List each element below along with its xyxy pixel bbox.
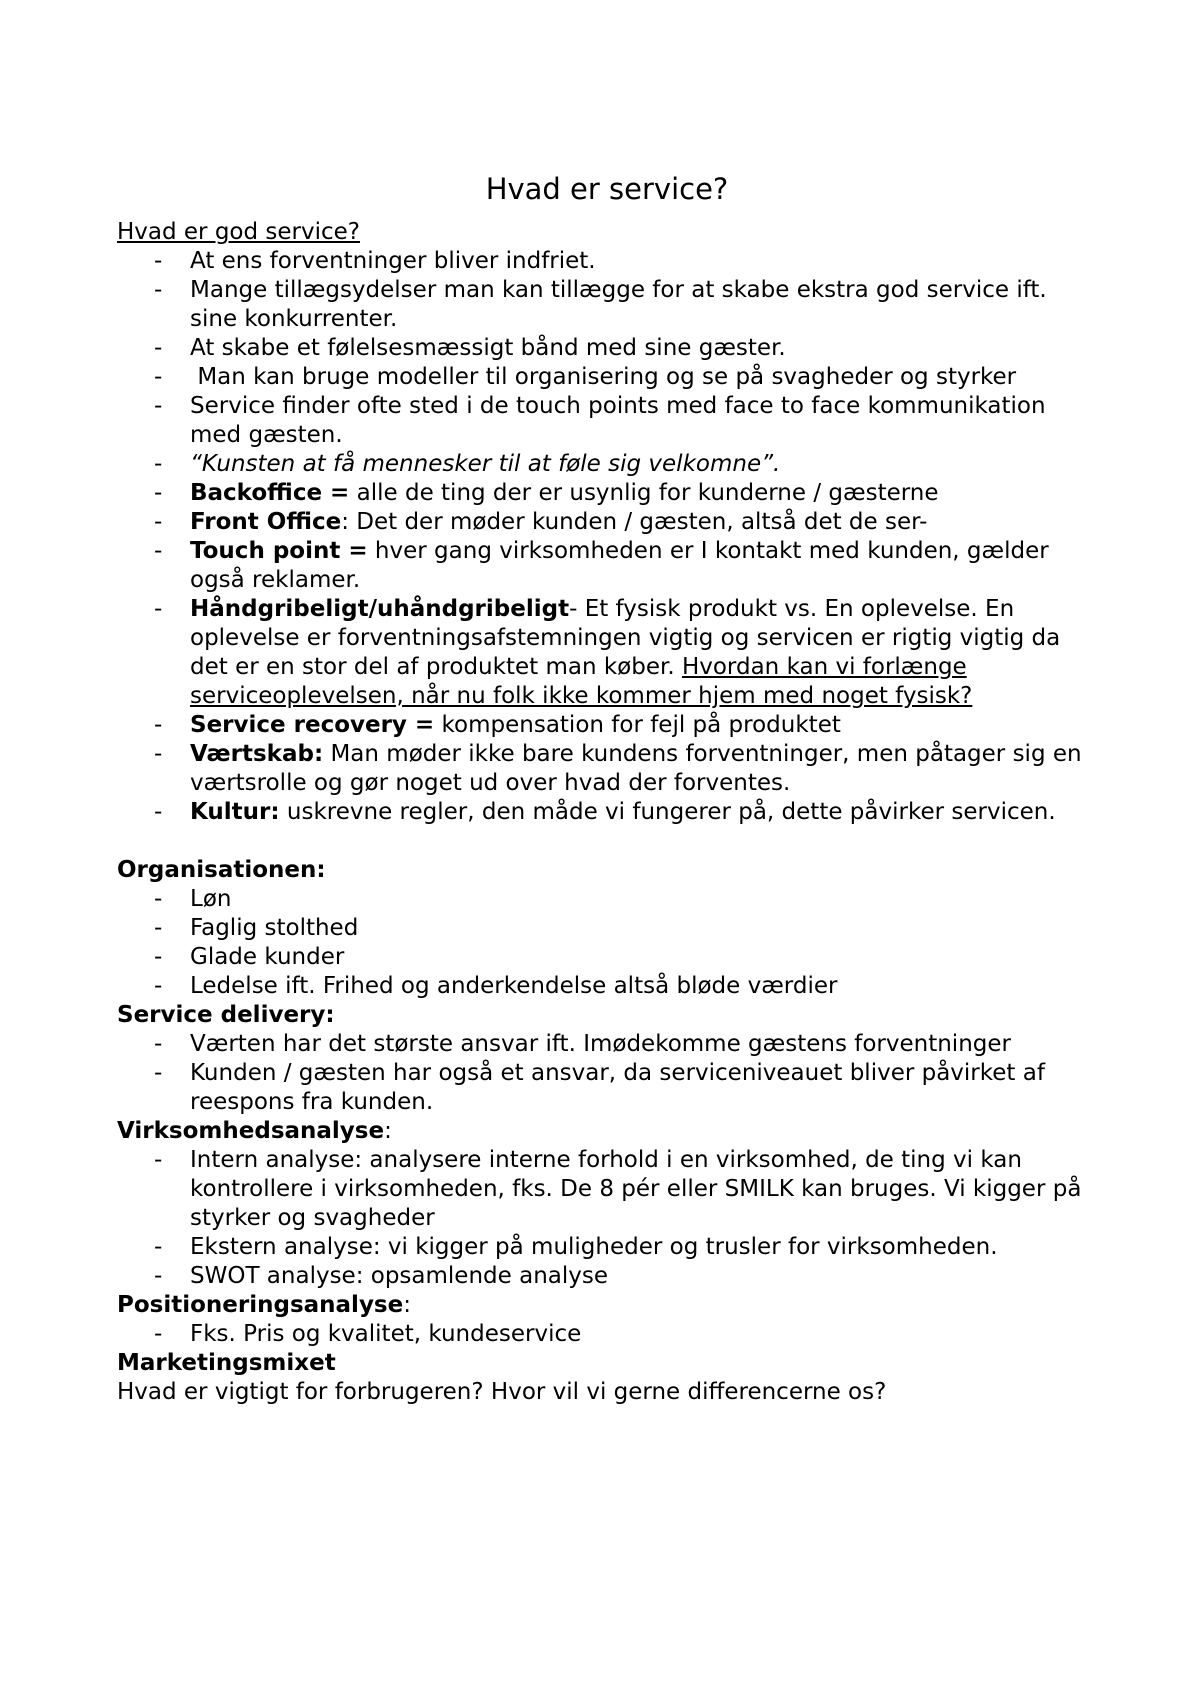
list-item — [117, 479, 1097, 508]
list-item: - Man kan bruge modeller til organisering og se på svagheder og styrker — [117, 363, 1097, 392]
list-item: - Faglig stolthed — [117, 914, 1097, 943]
list-item — [117, 450, 1097, 479]
list-item: - Glade kunder — [117, 943, 1097, 972]
section-heading-marketing-mix: Marketingsmixet — [117, 1350, 336, 1376]
list-item — [117, 740, 1097, 798]
definition-text: Man møder ikke bare kundens forventninger, men påtager sig en værtsrolle og gør noget ud over hvad der forventes. — [190, 741, 1082, 796]
positioning-list — [117, 1320, 1097, 1349]
list-item: - At ens forventninger bliver indfriet. — [117, 247, 1097, 276]
section-heading-positioning — [117, 1291, 1097, 1320]
list-item: - Værten har det største ansvar ift. Imødekomme gæstens forventninger — [117, 1030, 1097, 1059]
term-tangible: Håndgribeligt/uhåndgribeligt — [190, 596, 570, 622]
list-item: - Service finder ofte sted i de touch points med face to face kommunikation med gæsten. — [117, 392, 1097, 450]
term-touch-point: Touch point = — [190, 538, 368, 564]
heading-text: Positioneringsanalyse — [117, 1292, 404, 1318]
good-service-list — [117, 247, 1097, 827]
document-body — [117, 172, 1097, 1407]
organisation-list — [117, 885, 1097, 1001]
definition-text: uskrevne regler, den måde vi fungerer på, dette påvirker servicen. — [279, 799, 1056, 825]
definition-text: : Det der møder kunden / gæsten, altså det de ser- — [341, 509, 928, 535]
list-item — [117, 537, 1097, 595]
heading-text: Virksomhedsanalyse — [117, 1118, 385, 1144]
business-analysis-list — [117, 1146, 1097, 1291]
list-item: - Mange tillægsydelser man kan tillægge for at skabe ekstra god service ift. sine konkurrenter. — [117, 276, 1097, 334]
list-item — [117, 595, 1097, 711]
list-item: - SWOT analyse: opsamlende analyse — [117, 1262, 1097, 1291]
list-item — [117, 798, 1097, 827]
blank-line — [117, 827, 1097, 856]
section-heading-business-analysis — [117, 1117, 1097, 1146]
list-item: - Intern analyse: analysere interne forhold i en virksomhed, de ting vi kan kontrollere i virksomheden, fks. De 8 pér eller SMILK kan bruges. Vi kigger på styrker og svagheder — [117, 1146, 1097, 1233]
service-delivery-list — [117, 1030, 1097, 1117]
heading-colon: : — [403, 1292, 411, 1318]
definition-text: kompensation for fejl på produktet — [434, 712, 841, 738]
definition-text: - Et fysisk produkt vs. En oplevelse. En oplevelse er forventningsafstemningen vigtig og servicen er rigtig vigtig da det er en stor del af produktet man køber. — [190, 596, 1061, 680]
heading-colon: : — [384, 1118, 392, 1144]
term-backoffice: Backoffice = — [190, 480, 350, 506]
list-item: - Kunden / gæsten har også et ansvar, da serviceniveauet bliver påvirket af reespons fra kunden. — [117, 1059, 1097, 1117]
term-front-office: Front Office — [190, 509, 342, 535]
section-heading-good-service: Hvad er god service? — [117, 219, 361, 245]
list-item: - Ekstern analyse: vi kigger på muligheder og trusler for virksomheden. — [117, 1233, 1097, 1262]
definition-text: alle de ting der er usynlig for kunderne / gæsterne — [349, 480, 939, 506]
list-item — [117, 508, 1097, 537]
section-heading-service-delivery: Service delivery: — [117, 1002, 335, 1028]
list-item: - Løn — [117, 885, 1097, 914]
term-service-recovery: Service recovery = — [190, 712, 435, 738]
marketing-text: Hvad er vigtigt for forbrugeren? Hvor vil vi gerne differencerne os? — [117, 1379, 887, 1405]
list-item — [117, 711, 1097, 740]
term-culture: Kultur: — [190, 799, 280, 825]
list-item: - Fks. Pris og kvalitet, kundeservice — [117, 1320, 1097, 1349]
definition-text: hver gang virksomheden er I kontakt med kunden, gælder også reklamer. — [190, 538, 1049, 593]
term-hostship: Værtskab: — [190, 741, 324, 767]
list-item: - At skabe et følelsesmæssigt bånd med sine gæster. — [117, 334, 1097, 363]
quote-text: “Kunsten at få mennesker til at føle sig velkomne”. — [190, 451, 781, 477]
page-title: Hvad er service? — [485, 172, 729, 206]
section-heading-organisation: Organisationen: — [117, 857, 326, 883]
list-item: - Ledelse ift. Frihed og anderkendelse altså bløde værdier — [117, 972, 1097, 1001]
underlined-question: Hvordan kan vi forlænge serviceoplevelsen, når nu folk ikke kommer hjem med noget fysisk? — [190, 654, 973, 709]
